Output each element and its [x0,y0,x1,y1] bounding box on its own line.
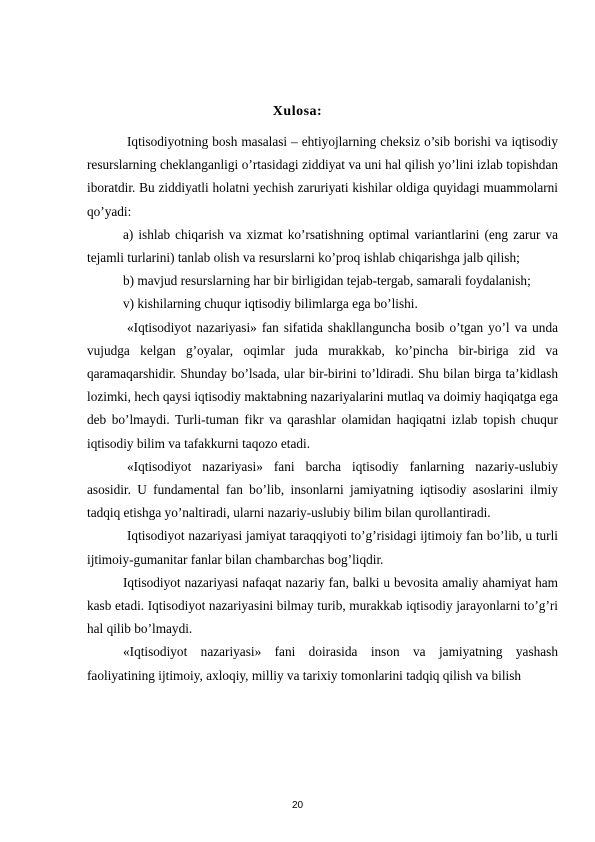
paragraph-fundamental: «Iqtisodiyot nazariyasi» fani barcha iqtisodiy fanlarning nazariy-uslubiy asosidir. U fundamental fan bo’lib, insonlarni jamiyatning iqtisodiy asoslarini ilmiy tadqiq etishga yo’naltiradi, ularni nazariy-uslubiy bilim bilan qurollantiradi. [87,458,558,521]
paragraph-practical: Iqtisodiyot nazariyasi nafaqat nazariy fan, balki u bevosita amaliy ahamiyat ham kasb etadi. Iqtisodiyot nazariyasini bilmay turib, murakkab iqtisodiy jarayonlarni to’g’ri hal qilib bo’lmaydi. [87,574,558,637]
paragraph-social-science: Iqtisodiyot nazariyasi jamiyat taraqqiyoti to’g’risidagi ijtimoiy fan bo’lib, u turli ijtimoiy-gumanitar fanlar bilan chambarchas bog’liqdir. [87,528,558,567]
page-number: 20 [291,800,304,811]
list-item-b: b) mavjud resurslarning har bir birligidan tejab-tergab, samarali foydalanish; [123,273,531,289]
paragraph-intro: Iqtisodiyotning bosh masalasi – ehtiyojlarning cheksiz o’sib borishi va iqtisodiy resurslarning cheklanganligi o’rtasidagi ziddiyat va uni hal qilish yo’lini izlab topishdan iboratdir. Bu ziddiyatli holatni yechish zaruriyati kishilar oldiga quyidagi muammolarni qo’yadi: [87,134,558,219]
body-text [87,130,558,687]
page-title: Xulosa: [272,104,323,119]
paragraph-history: «Iqtisodiyot nazariyasi» fan sifatida shakllanguncha bosib o’tgan yo’l va unda vujudga kelgan g’oyalar, oqimlar juda murakkab, ko’pincha bir-biriga zid va qaramaqarshidir. Shunday bo’lsada, ular bir-birini to’ldiradi. Shu bilan birga ta’kidlash lozimki, hech qaysi iqtisodiy maktabning nazariyalarini mutlaq va doimiy haqiqatga ega deb bo’lmaydi. Turli-tuman fikr va qarashlar olamidan haqiqatni izlab topish chuqur iqtisodiy bilim va tafakkurni taqozo etadi. [87,319,558,451]
paragraph-scope: «Iqtisodiyot nazariyasi» fani doirasida inson va jamiyatning yashash faoliyatining ijtimoiy, axloqiy, milliy va tarixiy tomonlarini tadqiq qilish va bilish [87,644,558,683]
list-item-a: a) ishlab chiqarish va xizmat ko’rsatishning optimal variantlarini (eng zarur va tejamli turlarini) tanlab olish va resurslarni ko’proq ishlab chiqarishga jalb qilish; [87,226,558,266]
list-item-v: v) kishilarning chuqur iqtisodiy bilimlarga ega bo’lishi. [123,296,418,312]
